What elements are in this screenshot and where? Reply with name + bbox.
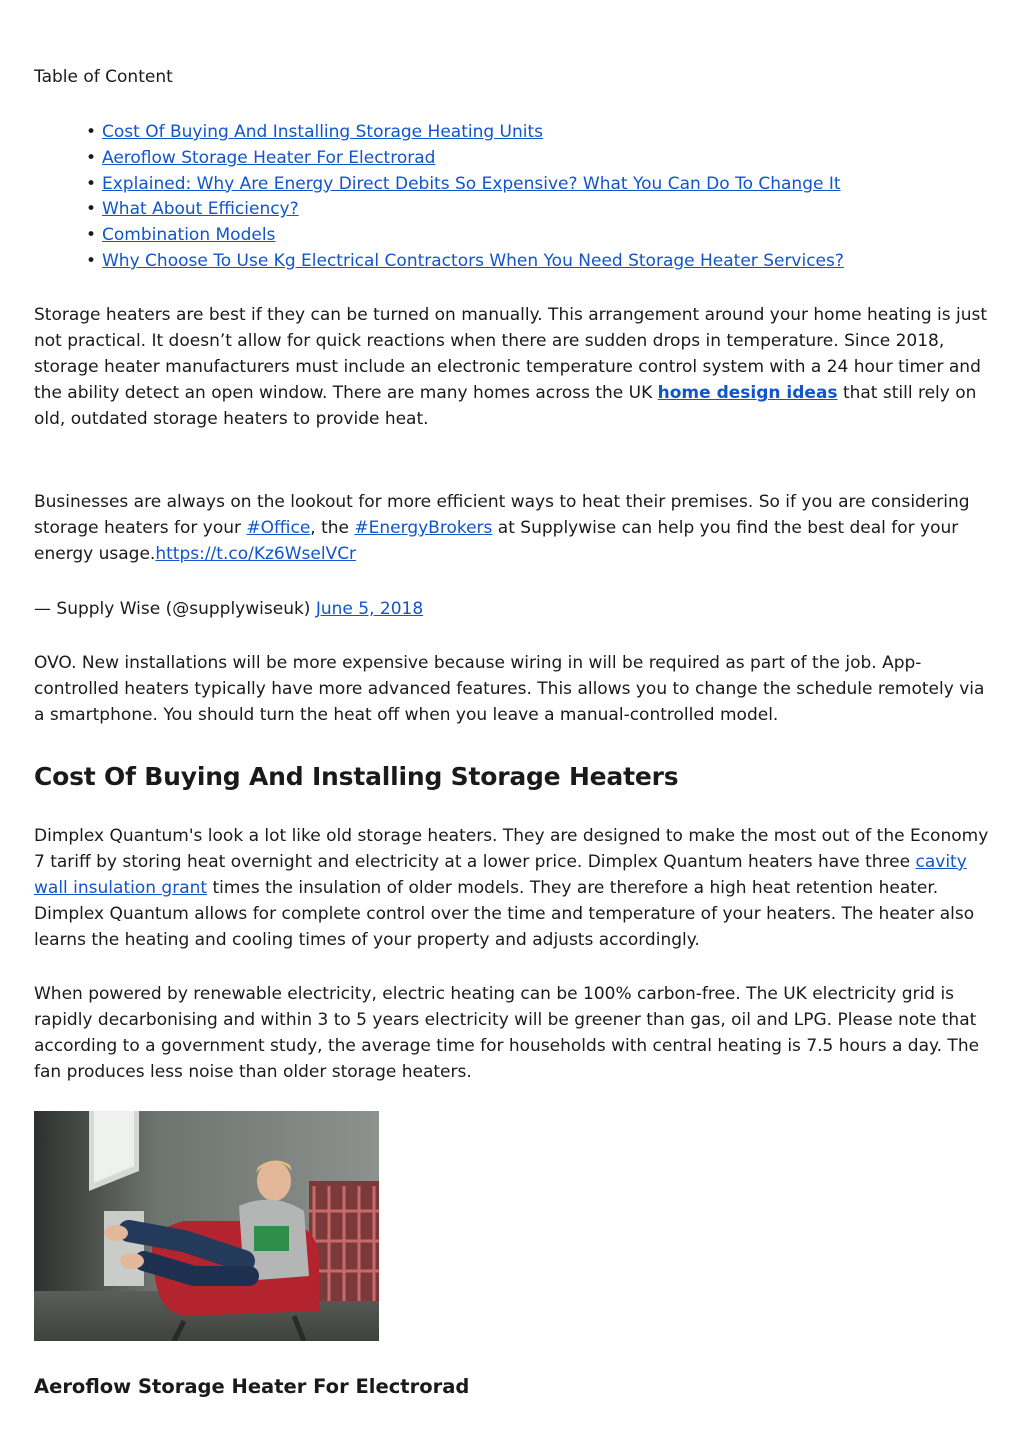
bullet-icon: • <box>86 147 97 168</box>
toc-link-aeroflow[interactable]: Aeroflow Storage Heater For Electrorad <box>102 147 436 168</box>
toc-item <box>86 249 844 275</box>
intro-paragraph <box>34 302 994 432</box>
toc-item <box>86 223 844 249</box>
toc-title: Table of Content <box>34 67 173 87</box>
bullet-icon: • <box>86 199 97 220</box>
boy-by-radiator-image <box>34 1111 379 1341</box>
section-heading-cost: Cost Of Buying And Installing Storage Heaters <box>34 762 679 791</box>
toc-list <box>86 120 844 275</box>
bullet-icon: • <box>86 173 97 194</box>
toc-link-efficiency[interactable]: What About Efficiency? <box>102 199 299 220</box>
bullet-icon: • <box>86 250 97 271</box>
intro-text-1: Storage heaters are best if they can be turned on manually. This arrangement around your home heating is just not practical. It doesn’t allow for quick reactions when there are sudden drops in temperature. Since 2018, storage heater manufacturers must include an electronic temperature control system with a 24 hour timer and the ability detect an open window. There are many homes across the UK <box>34 305 988 403</box>
article-photo <box>34 1111 379 1341</box>
tweet-text-1: Businesses are always on the lookout for more efficient ways to heat their premises. So if you are considering storage heaters for your <box>34 492 970 538</box>
toc-item <box>86 146 844 172</box>
hashtag-energybrokers-link[interactable]: #EnergyBrokers <box>354 518 493 538</box>
toc-item <box>86 120 844 146</box>
toc-link-explained[interactable]: Explained: Why Are Energy Direct Debits So Expensive? What You Can Do To Change It <box>102 173 841 194</box>
ovo-paragraph: OVO. New installations will be more expensive because wiring in will be required as part of the job. App-controlled heaters typically have more advanced features. This allows you to change the schedule remotely via a smartphone. You should turn the heat off when you leave a manual-controlled model. <box>34 653 985 725</box>
tweet-text-3: at Supplywise can help you find the best deal for your energy usage. <box>34 518 959 564</box>
dimplex-text-1: Dimplex Quantum's look a lot like old storage heaters. They are designed to make the most out of the Economy 7 tariff by storing heat overnight and electricity at a lower price. Dimplex Quantum heaters have three <box>34 826 989 872</box>
bullet-icon: • <box>86 122 97 142</box>
toc-link-cost[interactable]: Cost Of Buying And Installing Storage Heating Units <box>102 122 544 142</box>
dimplex-text-2: times the insulation of older models. They are therefore a high heat retention heater. Dimplex Quantum allows for complete control over the time and temperature of your heaters. The heater also learns the heating and cooling times of your property and adjusts accordingly. <box>34 878 975 950</box>
toc-item <box>86 197 844 223</box>
home-design-ideas-link[interactable]: home design ideas <box>657 383 838 403</box>
intro-text-2: that still rely on old, outdated storage heaters to provide heat. <box>34 383 977 429</box>
tweet-url-link[interactable]: https://t.co/Kz6WselVCr <box>155 544 357 564</box>
tweet-date-link[interactable]: June 5, 2018 <box>315 599 424 619</box>
bullet-icon: • <box>86 225 97 246</box>
cavity-wall-link[interactable]: cavity wall insulation grant <box>34 852 967 898</box>
tweet-text-2: , the <box>310 518 355 538</box>
toc-link-why-choose[interactable]: Why Choose To Use Kg Electrical Contractors When You Need Storage Heater Services? <box>102 250 844 271</box>
hashtag-office-link[interactable]: #Office <box>246 518 311 538</box>
toc-item <box>86 172 844 198</box>
toc-link-combination[interactable]: Combination Models <box>102 225 276 246</box>
tweet-author: — Supply Wise (@supplywiseuk) <box>34 599 316 619</box>
section-heading-aeroflow: Aeroflow Storage Heater For Electrorad <box>34 1375 470 1398</box>
dimplex-paragraph <box>34 823 994 953</box>
tweet-text <box>34 489 994 567</box>
tweet-attribution <box>34 596 994 622</box>
renewable-paragraph: When powered by renewable electricity, electric heating can be 100% carbon-free. The UK electricity grid is rapidly decarbonising and within 3 to 5 years electricity will be greener than gas, oil and LPG. Please note that according to a government study, the average time for households with central heating is 7.5 hours a day. The fan produces less noise than older storage heaters. <box>34 984 980 1082</box>
